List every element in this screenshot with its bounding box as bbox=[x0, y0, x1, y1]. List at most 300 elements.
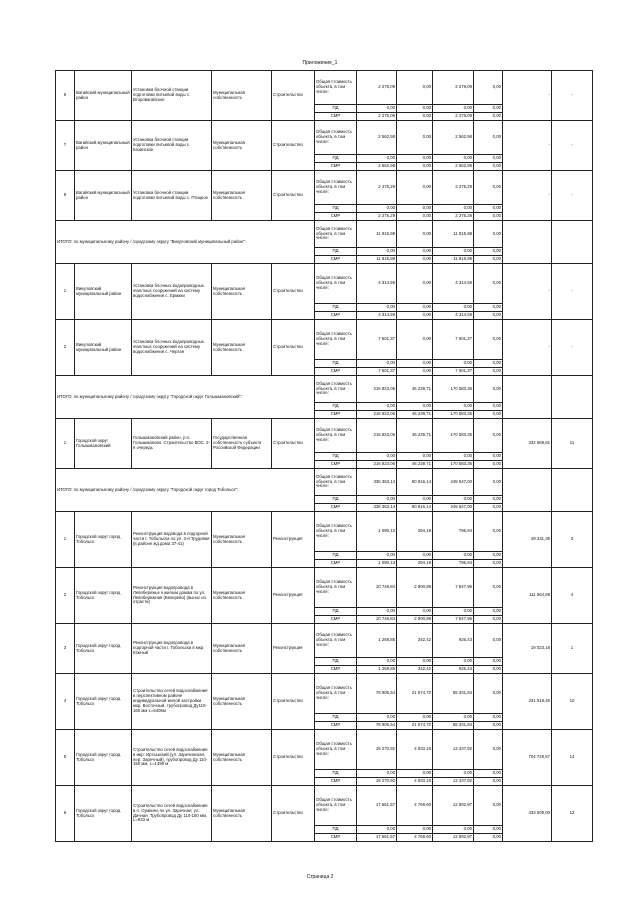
amount-cell: 0,00 bbox=[474, 834, 503, 842]
term-cell: 11 bbox=[552, 419, 593, 469]
municipality-cell: Викуловский муниципальный район bbox=[75, 264, 132, 320]
cost-type-label: ПД bbox=[315, 826, 357, 834]
page-header: Приложение_1 bbox=[302, 60, 338, 66]
amount-cell: 46 239,71 bbox=[397, 419, 433, 453]
amount-cell: 0,00 bbox=[357, 552, 397, 560]
amount-cell: 0,00 bbox=[397, 71, 433, 105]
amount-cell: 2 275,29 bbox=[433, 171, 474, 205]
work-type-cell: Реконструкция bbox=[272, 624, 315, 674]
capacity-cell: 49 331,35 bbox=[503, 512, 552, 568]
amount-cell: 0,00 bbox=[397, 121, 433, 155]
amount-cell: 0,00 bbox=[474, 552, 503, 560]
amount-cell: 0,00 bbox=[474, 419, 503, 453]
municipality-cell: Городской округ Голышмановский bbox=[75, 419, 132, 469]
work-type-cell: Строительство bbox=[272, 121, 315, 171]
amount-cell: 0,00 bbox=[474, 320, 503, 360]
work-type-cell: Строительство bbox=[272, 264, 315, 320]
amount-cell: 0,00 bbox=[433, 105, 474, 113]
cost-type-label: Общая стоимость объекта, в том числе: bbox=[315, 469, 357, 496]
amount-cell: 0,00 bbox=[474, 221, 503, 248]
term-cell: 1 bbox=[552, 624, 593, 674]
object-name-cell: Установка блочной станции подготовки питьевой воды с. Птицкое bbox=[132, 171, 212, 221]
amount-cell: 0,00 bbox=[474, 666, 503, 674]
amount-cell: 0,00 bbox=[357, 608, 397, 616]
amount-cell: 0,00 bbox=[433, 608, 474, 616]
amount-cell: 11 915,98 bbox=[433, 221, 474, 248]
amount-cell: 336 363,14 bbox=[357, 469, 397, 496]
amount-cell: 4 933,15 bbox=[397, 778, 433, 786]
amount-cell: 10 748,84 bbox=[357, 616, 397, 624]
amount-cell: 0,00 bbox=[357, 714, 397, 722]
ownership-cell: Муниципальная собственность bbox=[212, 730, 272, 786]
ownership-cell: Муниципальная собственность bbox=[212, 512, 272, 568]
amount-cell: 11 915,98 bbox=[357, 221, 397, 248]
amount-cell: 0,00 bbox=[357, 453, 397, 461]
amount-cell: 0,00 bbox=[474, 504, 503, 512]
municipality-cell: Городской округ город Тобольск bbox=[75, 730, 132, 786]
total-row bbox=[56, 469, 593, 496]
amount-cell: 46 239,71 bbox=[397, 411, 433, 419]
row-number: 2 bbox=[56, 568, 75, 624]
amount-cell: 0,00 bbox=[474, 469, 503, 496]
amount-cell: 0,00 bbox=[397, 714, 433, 722]
empty-cell bbox=[503, 469, 552, 512]
amount-cell: 245 547,00 bbox=[433, 504, 474, 512]
cost-type-label: ПД bbox=[315, 658, 357, 666]
empty-cell bbox=[552, 221, 593, 264]
amount-cell: 0,00 bbox=[357, 304, 397, 312]
object-name-cell: Реконструкция водопровода в подгорной части г. Тобольска в мкр. Южный bbox=[132, 624, 212, 674]
amount-cell: 216 823,06 bbox=[357, 376, 397, 403]
amount-cell: 170 583,35 bbox=[433, 419, 474, 453]
amount-cell: 0,00 bbox=[474, 461, 503, 469]
amount-cell: 2 276,09 bbox=[357, 113, 397, 121]
amount-cell: 336 363,14 bbox=[357, 504, 397, 512]
amount-cell: 7 601,37 bbox=[357, 320, 397, 360]
amount-cell: 0,00 bbox=[357, 658, 397, 666]
row-number: 8 bbox=[56, 171, 75, 221]
amount-cell: 294,19 bbox=[397, 560, 433, 568]
amount-cell: 79 906,54 bbox=[357, 674, 397, 714]
capacity-cell: 704 728,57 bbox=[503, 730, 552, 786]
amount-cell: 0,00 bbox=[397, 608, 433, 616]
amount-cell: 0,00 bbox=[433, 770, 474, 778]
cost-type-label: Общая стоимость объекта, в том числе: bbox=[315, 71, 357, 105]
work-type-cell: Строительство bbox=[272, 320, 315, 376]
table-row bbox=[56, 674, 593, 714]
row-number: 2 bbox=[56, 320, 75, 376]
work-type-cell: Реконструкция bbox=[272, 568, 315, 624]
municipality-cell: Городской округ город Тобольск bbox=[75, 568, 132, 624]
cost-type-label: Общая стоимость объекта, в том числе: bbox=[315, 264, 357, 304]
term-cell: - bbox=[552, 121, 593, 171]
total-label: ИТОГО: по муниципальному району / городскому округу "Городской округ город Тобольск": bbox=[56, 469, 315, 512]
amount-cell: 0,00 bbox=[474, 568, 503, 608]
object-name-cell: Строительство сетей водоснабжения в п. Сумкино по ул. Заречная, ул. Дачная. Трубопровод Ду 110-150 мм, L=933 м bbox=[132, 786, 212, 842]
object-name-cell: Реконструкция водовода в подгорной части г. Тобольска по ул. 3-я Трудовая (в районе жд.дома 37-41) bbox=[132, 512, 212, 568]
amount-cell: 0,00 bbox=[474, 248, 503, 256]
amount-cell: 216 823,06 bbox=[357, 419, 397, 453]
work-type-cell: Строительство bbox=[272, 674, 315, 730]
amount-cell: 4 314,59 bbox=[433, 312, 474, 320]
amount-cell: 0,00 bbox=[357, 770, 397, 778]
amount-cell: 245 547,00 bbox=[433, 469, 474, 496]
cost-type-label: ПД bbox=[315, 714, 357, 722]
municipality-cell: Викуловский муниципальный район bbox=[75, 320, 132, 376]
work-type-cell: Строительство bbox=[272, 71, 315, 121]
amount-cell: 0,00 bbox=[474, 770, 503, 778]
amount-cell: 0,00 bbox=[433, 248, 474, 256]
municipality-cell: Городской округ город Тобольск bbox=[75, 624, 132, 674]
amount-cell: 0,00 bbox=[474, 113, 503, 121]
capacity-cell: 433 509,00 bbox=[503, 786, 552, 842]
amount-cell: 0,00 bbox=[474, 722, 503, 730]
amount-cell: 0,00 bbox=[397, 113, 433, 121]
amount-cell: 0,00 bbox=[357, 826, 397, 834]
work-type-cell: Строительство bbox=[272, 786, 315, 842]
amount-cell: 0,00 bbox=[397, 205, 433, 213]
municipality-cell: Городской округ город Тобольск bbox=[75, 674, 132, 730]
cost-type-label: СМР bbox=[315, 256, 357, 264]
amount-cell: 2 562,98 bbox=[433, 163, 474, 171]
amount-cell: 0,00 bbox=[433, 205, 474, 213]
amount-cell: 0,00 bbox=[474, 205, 503, 213]
amount-cell: 0,00 bbox=[357, 205, 397, 213]
table-row bbox=[56, 71, 593, 105]
ownership-cell: Государственная собственность субъекта Российской Федерации bbox=[212, 419, 272, 469]
term-cell: - bbox=[552, 71, 593, 121]
amount-cell: 2 900,88 bbox=[397, 616, 433, 624]
amount-cell: 216 823,06 bbox=[357, 411, 397, 419]
amount-cell: 58 331,84 bbox=[433, 674, 474, 714]
cost-type-label: Общая стоимость объекта, в том числе: bbox=[315, 121, 357, 155]
row-number: 5 bbox=[56, 730, 75, 786]
term-cell: - bbox=[552, 171, 593, 221]
row-number: 6 bbox=[56, 786, 75, 842]
ownership-cell: Муниципальная собственность bbox=[212, 674, 272, 730]
row-number: 3 bbox=[56, 624, 75, 674]
amount-cell: 795,94 bbox=[433, 560, 474, 568]
amount-cell: 0,00 bbox=[397, 248, 433, 256]
amount-cell: 0,00 bbox=[397, 264, 433, 304]
cost-type-label: Общая стоимость объекта, в том числе: bbox=[315, 376, 357, 403]
amount-cell: 4 768,60 bbox=[397, 834, 433, 842]
amount-cell: 0,00 bbox=[397, 826, 433, 834]
object-name-cell: Строительство сетей водоснабжения в перспективном районе индивидуальной жилой застройки мкр. Восточный, трубопровод Ду110-160 мм L=6405м bbox=[132, 674, 212, 730]
amount-cell: 0,00 bbox=[397, 213, 433, 221]
amount-cell: 7 601,37 bbox=[433, 320, 474, 360]
empty-cell bbox=[552, 469, 593, 512]
amount-cell: 0,00 bbox=[397, 770, 433, 778]
amount-cell: 0,00 bbox=[474, 714, 503, 722]
amount-cell: 13 337,82 bbox=[433, 730, 474, 770]
amount-cell: 46 239,71 bbox=[397, 461, 433, 469]
cost-type-label: Общая стоимость объекта, в том числе: bbox=[315, 730, 357, 770]
cost-type-label: Общая стоимость объекта, в том числе: bbox=[315, 419, 357, 453]
table-row bbox=[56, 171, 593, 205]
total-label: ИТОГО: по муниципальному району / городскому округу "Викуловский муниципальный район": bbox=[56, 221, 315, 264]
ownership-cell: Муниципальная собственность bbox=[212, 71, 272, 121]
municipality-cell: Вагайский муниципальный район bbox=[75, 121, 132, 171]
capacity-cell: - bbox=[503, 121, 552, 171]
cost-type-label: СМР bbox=[315, 461, 357, 469]
table-row bbox=[56, 624, 593, 658]
amount-cell: 0,00 bbox=[474, 496, 503, 504]
amount-cell: 90 816,14 bbox=[397, 504, 433, 512]
amount-cell: 17 661,57 bbox=[357, 786, 397, 826]
amount-cell: 0,00 bbox=[397, 221, 433, 248]
amount-cell: 0,00 bbox=[397, 304, 433, 312]
amount-cell: 0,00 bbox=[433, 304, 474, 312]
object-name-cell: Установка блочных водопроводных очистных сооружений на систему водоснабжения с. Чертан bbox=[132, 320, 212, 376]
table-row bbox=[56, 121, 593, 155]
amount-cell: 0,00 bbox=[397, 256, 433, 264]
table-row bbox=[56, 320, 593, 360]
amount-cell: 0,00 bbox=[474, 512, 503, 552]
amount-cell: 4 314,59 bbox=[357, 312, 397, 320]
cost-type-label: СМР bbox=[315, 213, 357, 221]
amount-cell: 170 583,35 bbox=[433, 411, 474, 419]
amount-cell: 0,00 bbox=[474, 658, 503, 666]
amount-cell: 0,00 bbox=[474, 105, 503, 113]
empty-cell bbox=[503, 376, 552, 419]
amount-cell: 0,00 bbox=[474, 403, 503, 411]
amount-cell: 0,00 bbox=[474, 256, 503, 264]
amount-cell: 0,00 bbox=[474, 213, 503, 221]
capacity-cell: 19 023,16 bbox=[503, 624, 552, 674]
ownership-cell: Муниципальная собственность bbox=[212, 121, 272, 171]
amount-cell: 0,00 bbox=[397, 368, 433, 376]
amount-cell: 0,00 bbox=[474, 163, 503, 171]
capacity-cell: - bbox=[503, 171, 552, 221]
amount-cell: 0,00 bbox=[397, 658, 433, 666]
cost-type-label: СМР bbox=[315, 560, 357, 568]
amount-cell: 0,00 bbox=[474, 368, 503, 376]
amount-cell: 2 276,09 bbox=[433, 71, 474, 105]
cost-type-label: ПД bbox=[315, 552, 357, 560]
object-name-cell: Установка блочной станции подготовки питьевой воды с. Второвагайское bbox=[132, 71, 212, 121]
cost-type-label: Общая стоимость объекта, в том числе: bbox=[315, 786, 357, 826]
ownership-cell: Муниципальная собственность bbox=[212, 320, 272, 376]
capacity-cell: 331 918,46 bbox=[503, 674, 552, 730]
cost-type-label: СМР bbox=[315, 113, 357, 121]
amount-cell: 21 574,70 bbox=[397, 722, 433, 730]
cost-type-label: СМР bbox=[315, 368, 357, 376]
amount-cell: 216 823,06 bbox=[357, 461, 397, 469]
empty-cell bbox=[503, 221, 552, 264]
amount-cell: 79 906,54 bbox=[357, 722, 397, 730]
capacity-cell: 332 669,81 bbox=[503, 419, 552, 469]
object-name-cell: Установка блочной станции подготовки питьевой воды с. Казанское bbox=[132, 121, 212, 171]
cost-type-label: Общая стоимость объекта, в том числе: bbox=[315, 171, 357, 205]
cost-type-label: СМР bbox=[315, 312, 357, 320]
work-type-cell: Строительство bbox=[272, 730, 315, 786]
amount-cell: 0,00 bbox=[474, 730, 503, 770]
amount-cell: 0,00 bbox=[397, 320, 433, 360]
amount-cell: 0,00 bbox=[474, 453, 503, 461]
amount-cell: 0,00 bbox=[357, 403, 397, 411]
amount-cell: 926,43 bbox=[433, 624, 474, 658]
object-name-cell: Установка блочных водопроводных очистных сооружений на систему водоснабжения с. Ермаки bbox=[132, 264, 212, 320]
amount-cell: 0,00 bbox=[433, 658, 474, 666]
amount-cell: 2 276,09 bbox=[433, 113, 474, 121]
term-cell: 4 bbox=[552, 568, 593, 624]
amount-cell: 0,00 bbox=[474, 826, 503, 834]
amount-cell: 0,00 bbox=[474, 411, 503, 419]
amount-cell: 0,00 bbox=[397, 163, 433, 171]
municipality-cell: Городской округ город Тобольск bbox=[75, 512, 132, 568]
amount-cell: 0,00 bbox=[433, 714, 474, 722]
amount-cell: 0,00 bbox=[433, 496, 474, 504]
ownership-cell: Муниципальная собственность bbox=[212, 624, 272, 674]
amount-cell: 0,00 bbox=[474, 304, 503, 312]
total-row bbox=[56, 221, 593, 248]
page-footer: Страница 2 bbox=[306, 874, 334, 880]
amount-cell: 0,00 bbox=[474, 171, 503, 205]
total-label: ИТОГО: по муниципальному району / городскому округу "Городской округ Голышмановский": bbox=[56, 376, 315, 419]
amount-cell: 0,00 bbox=[474, 71, 503, 105]
term-cell: - bbox=[552, 320, 593, 376]
term-cell: 3 bbox=[552, 512, 593, 568]
cost-type-label: СМР bbox=[315, 722, 357, 730]
table-row bbox=[56, 419, 593, 453]
ownership-cell: Муниципальная собственность bbox=[212, 568, 272, 624]
ownership-cell: Муниципальная собственность bbox=[212, 264, 272, 320]
municipality-cell: Вагайский муниципальный район bbox=[75, 71, 132, 121]
amount-cell: 10 748,84 bbox=[357, 568, 397, 608]
amount-cell: 0,00 bbox=[397, 105, 433, 113]
amount-cell: 0,00 bbox=[474, 360, 503, 368]
amount-cell: 0,00 bbox=[433, 453, 474, 461]
cost-type-label: ПД bbox=[315, 248, 357, 256]
amount-cell: 170 583,35 bbox=[433, 461, 474, 469]
amount-cell: 18 270,92 bbox=[357, 778, 397, 786]
amount-cell: 0,00 bbox=[433, 360, 474, 368]
amount-cell: 0,00 bbox=[474, 312, 503, 320]
cost-type-label: Общая стоимость объекта, в том числе: bbox=[315, 624, 357, 658]
total-row bbox=[56, 376, 593, 403]
amount-cell: 342,42 bbox=[397, 624, 433, 658]
amount-cell: 0,00 bbox=[474, 264, 503, 304]
amount-cell: 0,00 bbox=[474, 786, 503, 826]
ownership-cell: Муниципальная собственность bbox=[212, 171, 272, 221]
amount-cell: 926,43 bbox=[433, 666, 474, 674]
amount-cell: 0,00 bbox=[474, 778, 503, 786]
amount-cell: 18 270,92 bbox=[357, 730, 397, 770]
amount-cell: 2 275,29 bbox=[357, 213, 397, 221]
amount-cell: 7 847,96 bbox=[433, 616, 474, 624]
term-cell: - bbox=[552, 264, 593, 320]
municipality-cell: Вагайский муниципальный район bbox=[75, 171, 132, 221]
amount-cell: 0,00 bbox=[397, 155, 433, 163]
amount-cell: 2 900,88 bbox=[397, 568, 433, 608]
amount-cell: 12 892,97 bbox=[433, 834, 474, 842]
investment-table bbox=[55, 70, 593, 842]
amount-cell: 4 314,59 bbox=[433, 264, 474, 304]
amount-cell: 2 562,98 bbox=[357, 121, 397, 155]
row-number: 4 bbox=[56, 674, 75, 730]
cost-type-label: СМР bbox=[315, 616, 357, 624]
amount-cell: 0,00 bbox=[474, 560, 503, 568]
amount-cell: 2 275,29 bbox=[433, 213, 474, 221]
cost-type-label: Общая стоимость объекта, в том числе: bbox=[315, 320, 357, 360]
amount-cell: 13 337,82 bbox=[433, 778, 474, 786]
amount-cell: 7 601,37 bbox=[357, 368, 397, 376]
amount-cell: 0,00 bbox=[397, 496, 433, 504]
amount-cell: 0,00 bbox=[474, 376, 503, 403]
capacity-cell: - bbox=[503, 264, 552, 320]
row-number: 7 bbox=[56, 121, 75, 171]
table-row bbox=[56, 568, 593, 608]
amount-cell: 0,00 bbox=[357, 360, 397, 368]
amount-cell: 2 275,29 bbox=[357, 171, 397, 205]
cost-type-label: ПД bbox=[315, 360, 357, 368]
amount-cell: 0,00 bbox=[397, 312, 433, 320]
amount-cell: 0,00 bbox=[397, 360, 433, 368]
amount-cell: 17 661,57 bbox=[357, 834, 397, 842]
amount-cell: 46 239,71 bbox=[397, 376, 433, 403]
amount-cell: 0,00 bbox=[433, 155, 474, 163]
amount-cell: 0,00 bbox=[433, 826, 474, 834]
amount-cell: 2 562,98 bbox=[357, 163, 397, 171]
cost-type-label: СМР bbox=[315, 834, 357, 842]
object-name-cell: Строительство сетей водоснабжения в мкр. Иртышский (ул. Заречинская, пер. Заречный), трубопровод Ду 110-150 мм, L=1490 м bbox=[132, 730, 212, 786]
ownership-cell: Муниципальная собственность bbox=[212, 786, 272, 842]
amount-cell: 12 892,97 bbox=[433, 786, 474, 826]
amount-cell: 7 847,96 bbox=[433, 568, 474, 608]
cost-type-label: СМР bbox=[315, 163, 357, 171]
amount-cell: 58 331,84 bbox=[433, 722, 474, 730]
amount-cell: 0,00 bbox=[397, 171, 433, 205]
cost-type-label: ПД bbox=[315, 453, 357, 461]
amount-cell: 0,00 bbox=[397, 453, 433, 461]
amount-cell: 0,00 bbox=[474, 608, 503, 616]
row-number: 1 bbox=[56, 512, 75, 568]
amount-cell: 1 268,85 bbox=[357, 666, 397, 674]
term-cell: 14 bbox=[552, 730, 593, 786]
empty-cell bbox=[552, 376, 593, 419]
table-row bbox=[56, 512, 593, 552]
amount-cell: 4 768,60 bbox=[397, 786, 433, 826]
amount-cell: 1 090,13 bbox=[357, 560, 397, 568]
amount-cell: 4 933,15 bbox=[397, 730, 433, 770]
amount-cell: 795,94 bbox=[433, 512, 474, 552]
work-type-cell: Реконструкция bbox=[272, 512, 315, 568]
amount-cell: 1 090,13 bbox=[357, 512, 397, 552]
cost-type-label: СМР bbox=[315, 666, 357, 674]
work-type-cell: Строительство bbox=[272, 171, 315, 221]
row-number: 6 bbox=[56, 71, 75, 121]
cost-type-label: ПД bbox=[315, 304, 357, 312]
cost-type-label: ПД bbox=[315, 205, 357, 213]
amount-cell: 11 915,98 bbox=[433, 256, 474, 264]
amount-cell: 0,00 bbox=[474, 121, 503, 155]
amount-cell: 0,00 bbox=[474, 616, 503, 624]
object-name-cell: Голышмановский район, р.п. Голышманово. Строительство ВОС. 2-я очередь bbox=[132, 419, 212, 469]
amount-cell: 294,19 bbox=[397, 512, 433, 552]
amount-cell: 0,00 bbox=[397, 403, 433, 411]
amount-cell: 1 268,85 bbox=[357, 624, 397, 658]
cost-type-label: Общая стоимость объекта, в том числе: bbox=[315, 221, 357, 248]
cost-type-label: СМР bbox=[315, 778, 357, 786]
amount-cell: 11 915,98 bbox=[357, 256, 397, 264]
cost-type-label: СМР bbox=[315, 411, 357, 419]
amount-cell: 4 314,59 bbox=[357, 264, 397, 304]
amount-cell: 90 816,14 bbox=[397, 469, 433, 496]
amount-cell: 0,00 bbox=[357, 248, 397, 256]
term-cell: 10 bbox=[552, 674, 593, 730]
row-number: 1 bbox=[56, 419, 75, 469]
